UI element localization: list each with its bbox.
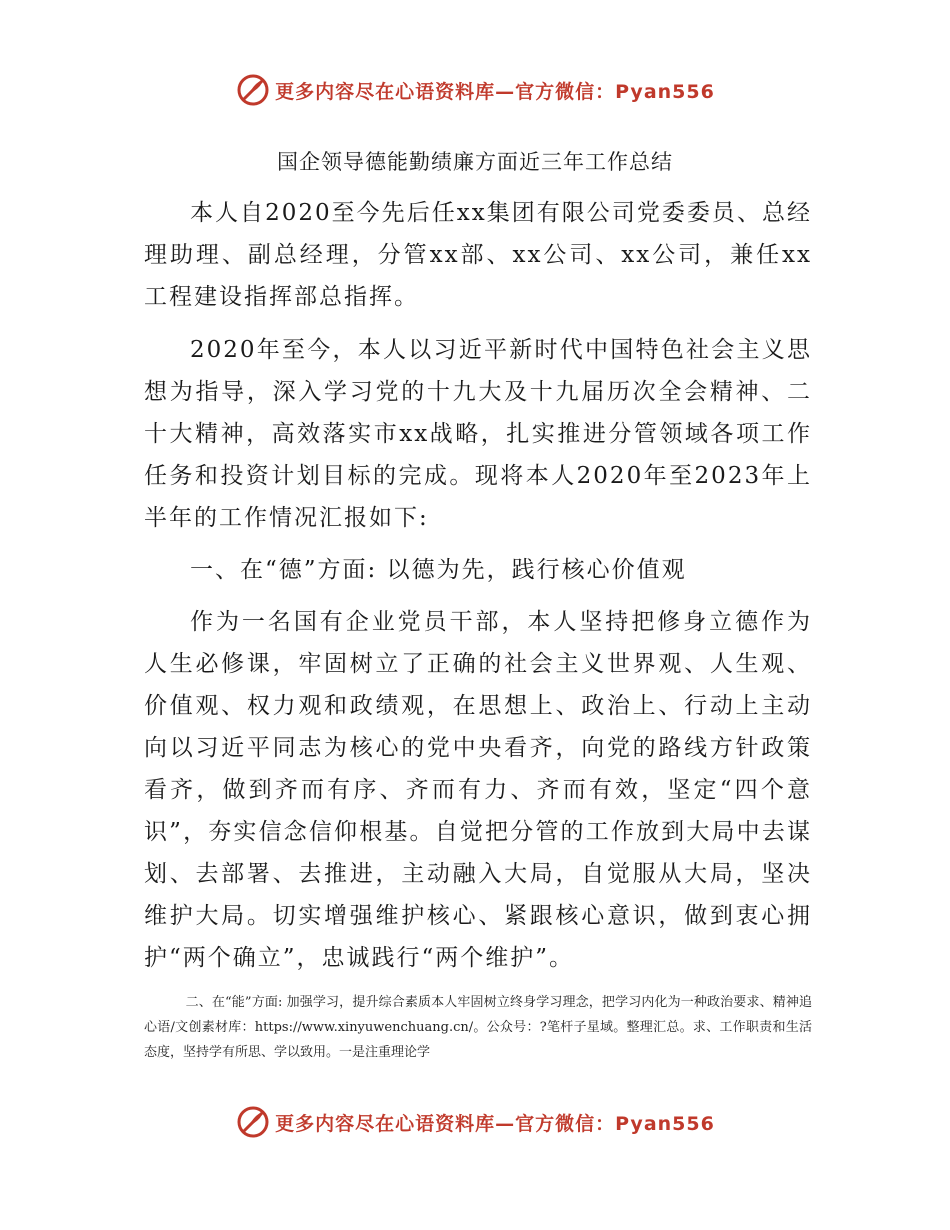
footer-banner: [0, 1102, 950, 1142]
banner-text: 更多内容尽在心语资料库—官方微信：Pyan556: [275, 80, 715, 103]
paragraph-virtue: 作为一名国有企业党员干部，本人坚持把修身立德作为人生必修课，牢固树立了正确的社会主义世界观、人生观、价值观、权力观和政绩观，在思想上、政治上、行动上主动向以习近平同志为核心的党中央看齐，向党的路线方针政策看齐，做到齐而有序、齐而有力、齐而有效，坚定“四个意识”，夯实信念信仰根基。自觉把分管的工作放到大局中去谋划、去部署、去推进，主动融入大局，自觉服从大局，坚决维护大局。切实增强维护核心、紧跟核心意识，做到衷心拥护“两个确立”，忠诚践行“两个维护”。: [144, 609, 812, 971]
banner-text: 更多内容尽在心语资料库—官方微信：Pyan556: [275, 1112, 715, 1135]
feather-logo-icon: [235, 1104, 271, 1140]
header-banner: [0, 70, 950, 110]
feather-logo-icon: [235, 72, 271, 108]
paragraph-intro: 本人自2020至今先后任xx集团有限公司党委委员、总经理助理、副总经理，分管xx部、xx公司、xx公司，兼任xx工程建设指挥部总指挥。: [144, 200, 812, 310]
paragraph-overview: 2020年至今，本人以习近平新时代中国特色社会主义思想为指导，深入学习党的十九大及十九届历次全会精神、二十大精神，高效落实市xx战略，扎实推进分管领域各项工作任务和投资计划目标的完成。现将本人2020年至2023年上半年的工作情况汇报如下:: [144, 337, 812, 531]
section-heading-virtue: 一、在“德”方面: 以德为先，践行核心价值观: [190, 557, 687, 583]
document-title: 国企领导德能勤绩廉方面近三年工作总结: [277, 150, 673, 174]
small-print-note: 二、在“能”方面: 加强学习，提升综合素质本人牢固树立终身学习理念，把学习内化为一种政治要求、精神追心语/文创素材库：https://www.xinyuwenchuang.cn/。公众号：?笔杆子星域。整理汇总。求、工作职责和生活态度，坚持学有所思、学以致用。一是注重理论学: [144, 995, 812, 1060]
